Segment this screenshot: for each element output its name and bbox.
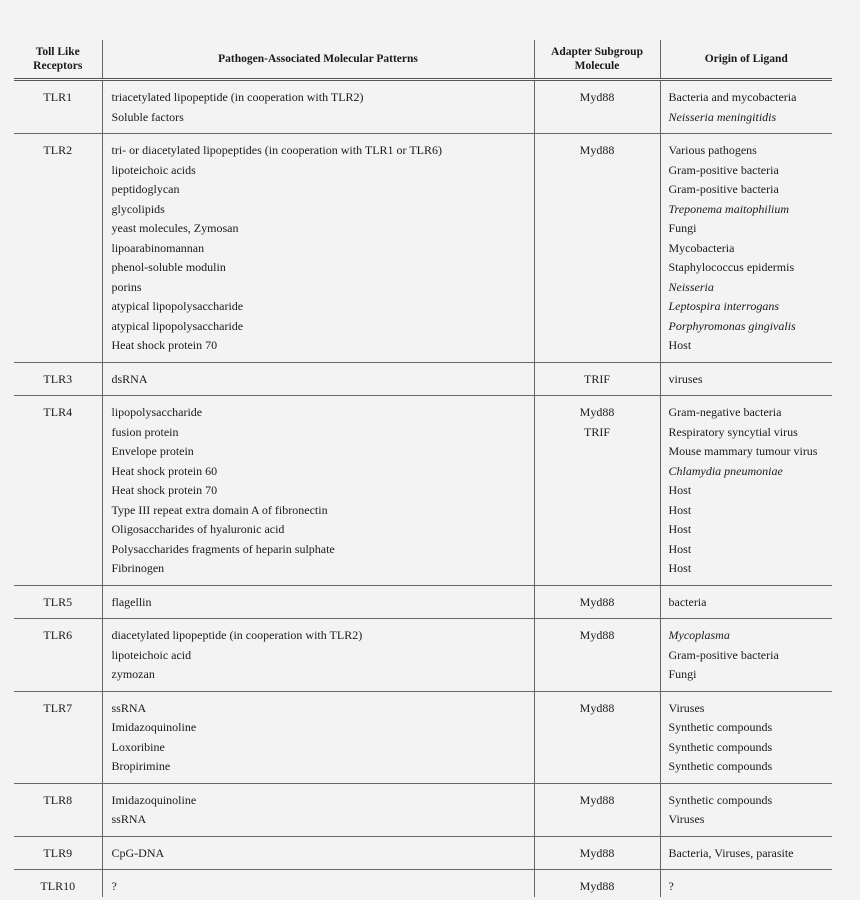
receptor-name: TLR2 (43, 143, 73, 157)
pattern-cell (102, 585, 534, 619)
origin-item: ? (668, 879, 674, 893)
pattern-item: zymozan (111, 667, 155, 681)
origin-item: Fungi (668, 667, 697, 681)
origin-item: Mouse mammary tumour virus (668, 444, 818, 458)
pattern-item: ? (111, 879, 117, 893)
pattern-item: Type III repeat extra domain A of fibronectin (111, 502, 328, 517)
origin-cell (660, 585, 832, 619)
adapter-item: Myd88 (579, 594, 615, 609)
table-header (14, 40, 832, 80)
origin-cell (660, 396, 832, 586)
adapter-item: Myd88 (579, 143, 615, 157)
table-row (14, 619, 832, 692)
pattern-item: diacetylated lipopeptide (in cooperation with TLR2) (111, 628, 363, 642)
header-origin: Origin of Ligand (660, 40, 832, 80)
adapter-item: Myd88 (579, 628, 615, 642)
receptor-name: TLR3 (43, 371, 73, 386)
receptor-name: TLR10 (40, 879, 76, 893)
pattern-item: porins (111, 279, 142, 294)
origin-item: Mycobacteria (668, 240, 735, 255)
pattern-item: phenol-soluble modulin (111, 260, 226, 274)
receptor-name: TLR9 (43, 845, 73, 860)
table-body (14, 80, 832, 897)
adapter-item: Myd88 (579, 405, 615, 419)
pattern-item: glycolipids (111, 201, 165, 216)
origin-item: Viruses (668, 700, 705, 715)
table-row (14, 691, 832, 783)
receptor-name: TLR4 (43, 405, 73, 419)
origin-item: Host (668, 522, 692, 536)
adapter-item: TRIF (583, 424, 610, 439)
pattern-item: Fibrinogen (111, 561, 165, 575)
adapter-item: Myd88 (579, 90, 615, 104)
origin-item: Leptospira interrogans (668, 299, 780, 313)
pattern-item: Imidazoquinoline (111, 792, 197, 807)
adapter-cell (534, 870, 660, 897)
pattern-item: triacetylated lipopeptide (in cooperation with TLR2) (111, 90, 364, 104)
origin-item: Host (668, 541, 692, 556)
adapter-cell (534, 134, 660, 363)
origin-item: Fungi (668, 221, 697, 235)
pattern-item: ssRNA (111, 700, 147, 715)
pattern-item: lipoarabinomannan (111, 240, 205, 255)
header-pamp: Pathogen-Associated Molecular Patterns (102, 40, 534, 80)
origin-item: Bacteria, Viruses, parasite (668, 845, 794, 860)
origin-item: Host (668, 338, 692, 352)
adapter-item: Myd88 (579, 792, 615, 807)
table-row (14, 80, 832, 134)
pattern-item: dsRNA (111, 371, 148, 386)
receptor-cell (14, 691, 102, 783)
pattern-item: Loxoribine (111, 739, 165, 754)
pattern-item: Bropirimine (111, 759, 171, 773)
origin-item: Synthetic compounds (668, 739, 773, 754)
adapter-item: Myd88 (579, 845, 615, 860)
pattern-item: Imidazoquinoline (111, 720, 197, 734)
header-row (14, 40, 832, 80)
adapter-cell (534, 783, 660, 836)
adapter-cell (534, 80, 660, 134)
pattern-item: fusion protein (111, 424, 179, 439)
pattern-item: peptidoglycan (111, 182, 180, 196)
origin-item: Gram-positive bacteria (668, 162, 779, 177)
pattern-item: atypical lipopolysaccharide (111, 318, 244, 333)
adapter-item: Myd88 (579, 700, 615, 715)
origin-cell (660, 134, 832, 363)
receptor-name: TLR8 (43, 792, 73, 807)
table-row (14, 836, 832, 870)
origin-item: Mycoplasma (668, 628, 730, 642)
pattern-item: yeast molecules, Zymosan (111, 221, 239, 235)
tlr-table-document (14, 40, 832, 897)
origin-item: Chlamydia pneumoniae (668, 463, 783, 478)
adapter-item: Myd88 (579, 879, 615, 893)
origin-item: bacteria (668, 594, 707, 609)
tlr-ligand-table (14, 40, 832, 897)
adapter-item: TRIF (583, 371, 610, 386)
receptor-cell (14, 870, 102, 897)
pattern-cell (102, 691, 534, 783)
receptor-cell (14, 362, 102, 396)
origin-cell (660, 870, 832, 897)
pattern-cell (102, 362, 534, 396)
pattern-item: lipoteichoic acid (111, 647, 192, 662)
origin-item: Porphyromonas gingivalis (668, 318, 796, 333)
origin-cell (660, 691, 832, 783)
adapter-cell (534, 585, 660, 619)
origin-item: viruses (668, 371, 703, 386)
pattern-cell (102, 134, 534, 363)
table-row (14, 870, 832, 897)
origin-item: Various pathogens (668, 143, 757, 157)
pattern-cell (102, 80, 534, 134)
table-row (14, 362, 832, 396)
pattern-cell (102, 870, 534, 897)
origin-cell (660, 619, 832, 692)
origin-item: Synthetic compounds (668, 759, 773, 773)
pattern-item: Heat shock protein 70 (111, 338, 218, 352)
pattern-item: Heat shock protein 60 (111, 463, 218, 478)
origin-item: Host (668, 561, 692, 575)
pattern-cell (102, 783, 534, 836)
receptor-cell (14, 585, 102, 619)
adapter-cell (534, 619, 660, 692)
adapter-cell (534, 362, 660, 396)
pattern-item: Heat shock protein 70 (111, 483, 218, 497)
receptor-cell (14, 80, 102, 134)
origin-cell (660, 362, 832, 396)
receptor-cell (14, 396, 102, 586)
table-row (14, 134, 832, 363)
table-row (14, 396, 832, 586)
origin-item: Bacteria and mycobacteria (668, 90, 797, 104)
receptor-cell (14, 836, 102, 870)
pattern-item: lipoteichoic acids (111, 162, 196, 177)
pattern-item: CpG-DNA (111, 845, 165, 860)
receptor-name: TLR6 (43, 628, 73, 642)
receptor-cell (14, 619, 102, 692)
origin-item: Host (668, 502, 692, 517)
adapter-cell (534, 691, 660, 783)
pattern-item: tri- or diacetylated lipopeptides (in cooperation with TLR1 or TLR6) (111, 143, 442, 157)
receptor-name: TLR1 (43, 90, 73, 104)
origin-item: Staphylococcus epidermis (668, 260, 795, 274)
origin-item: Gram-positive bacteria (668, 647, 779, 662)
header-adapter: Adapter Subgroup Molecule (534, 40, 660, 80)
origin-cell (660, 783, 832, 836)
pattern-item: Soluble factors (111, 109, 184, 124)
pattern-item: Polysaccharides fragments of heparin sulphate (111, 541, 335, 556)
pattern-item: ssRNA (111, 812, 147, 826)
origin-item: Synthetic compounds (668, 720, 773, 734)
pattern-cell (102, 396, 534, 586)
receptor-name: TLR7 (43, 700, 73, 715)
origin-item: Respiratory syncytial virus (668, 424, 798, 439)
origin-item: Gram-positive bacteria (668, 182, 779, 196)
origin-item: Host (668, 483, 692, 497)
origin-item: Synthetic compounds (668, 792, 773, 807)
adapter-cell (534, 396, 660, 586)
pattern-item: atypical lipopolysaccharide (111, 299, 244, 313)
receptor-cell (14, 783, 102, 836)
table-row (14, 783, 832, 836)
origin-cell (660, 836, 832, 870)
table-row (14, 585, 832, 619)
origin-item: Viruses (668, 812, 705, 826)
pattern-item: lipopolysaccharide (111, 405, 203, 419)
pattern-cell (102, 619, 534, 692)
origin-item: Gram-negative bacteria (668, 405, 782, 419)
pattern-item: Oligosaccharides of hyaluronic acid (111, 522, 285, 536)
origin-item: Neisseria meningitidis (668, 109, 777, 124)
receptor-name: TLR5 (43, 594, 73, 609)
pattern-item: flagellin (111, 594, 152, 609)
receptor-cell (14, 134, 102, 363)
header-receptor: Toll Like Receptors (14, 40, 102, 80)
adapter-cell (534, 836, 660, 870)
origin-item: Treponema maitophilium (668, 201, 790, 216)
origin-cell (660, 80, 832, 134)
pattern-item: Envelope protein (111, 444, 194, 458)
pattern-cell (102, 836, 534, 870)
origin-item: Neisseria (668, 279, 714, 294)
